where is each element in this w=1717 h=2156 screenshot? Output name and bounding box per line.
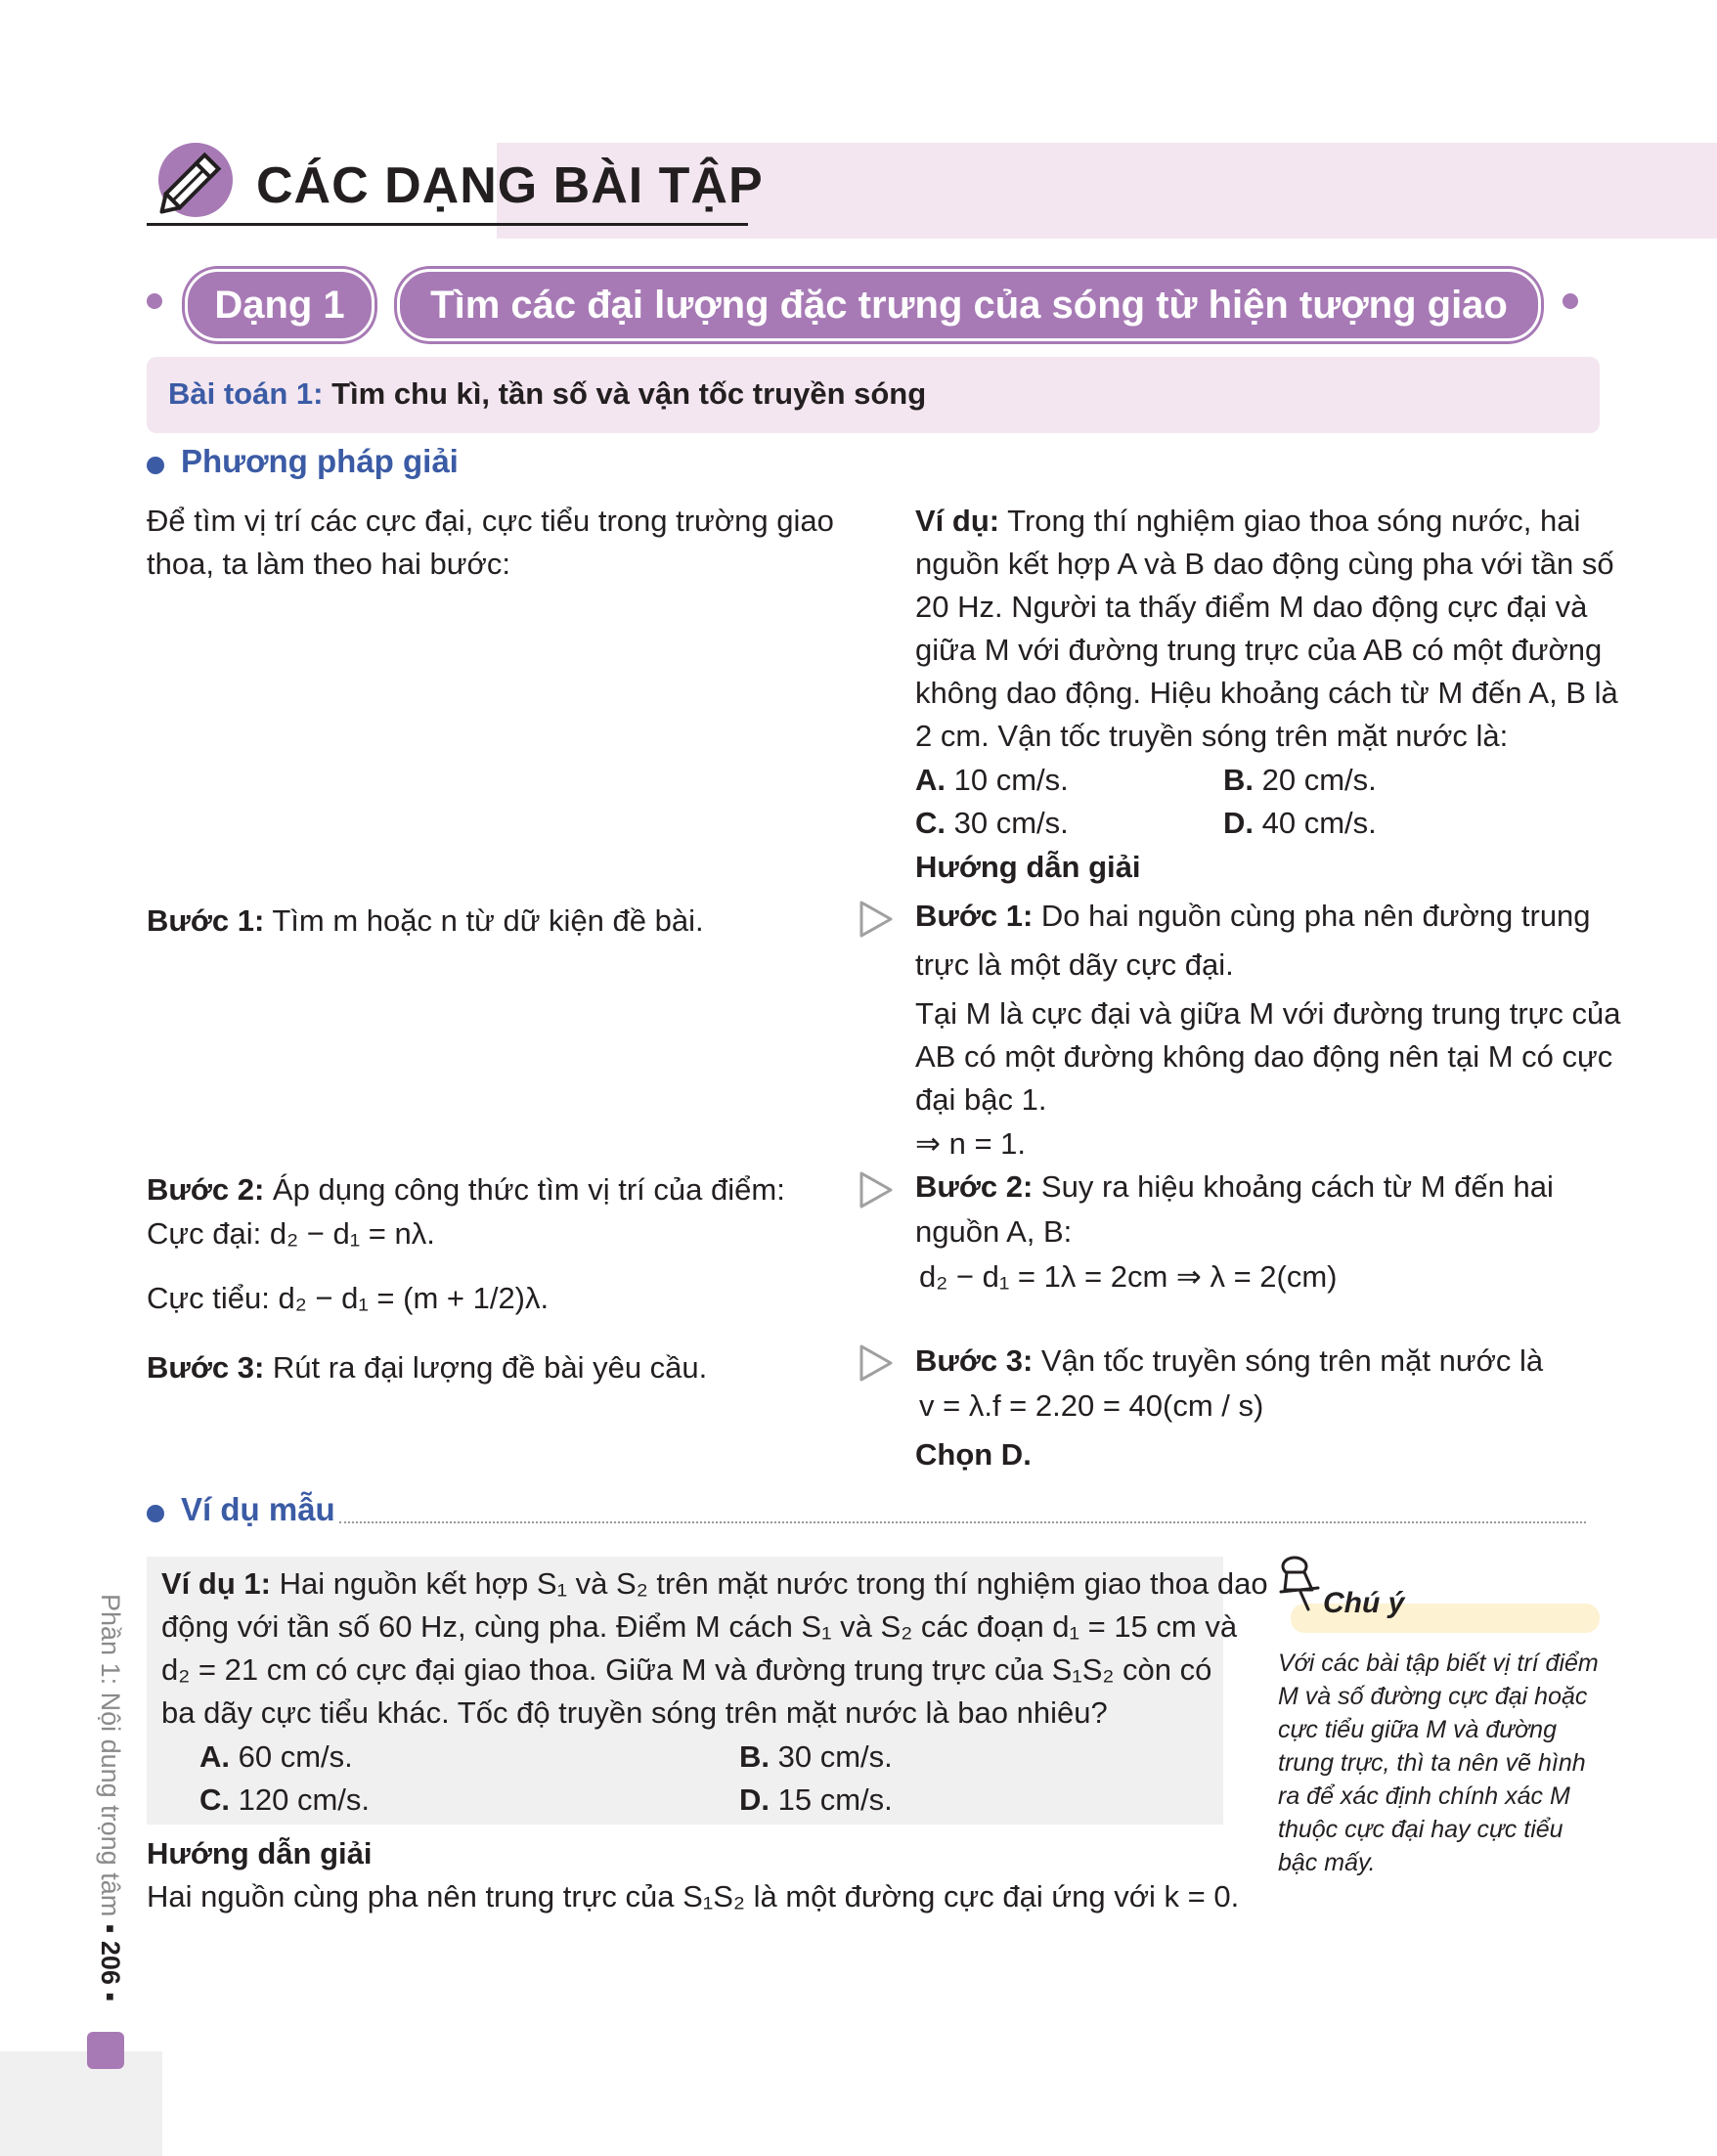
sample-q-line-2: động với tần số 60 Hz, cùng pha. Điểm M cách S₁ và S₂ các đoạn d₁ = 15 cm và	[161, 1609, 1238, 1644]
example-option-a	[915, 759, 1069, 802]
sample-option-a	[199, 1736, 353, 1779]
max-formula-line	[147, 1212, 435, 1255]
solution-step2-line2: nguồn A, B:	[915, 1214, 1073, 1249]
step-arrow-icon	[858, 900, 894, 944]
pencil-icon	[147, 133, 241, 232]
s2-text-1: Suy ra hiệu khoảng cách từ M đến hai	[1040, 1169, 1554, 1204]
example-option-d	[1223, 802, 1377, 845]
option-c-text: 30 cm/s.	[953, 806, 1069, 840]
sample-solution-heading: Hướng dẫn giải	[147, 1836, 373, 1870]
bullet	[147, 457, 164, 474]
step3-text: Rút ra đại lượng đề bài yêu cầu.	[272, 1350, 708, 1385]
solution-step2-line1	[915, 1166, 1554, 1209]
section-title: CÁC DẠNG BÀI TẬP	[256, 157, 764, 214]
page-marker	[87, 2032, 124, 2069]
note-line-4: trung trực, thì ta nên vẽ hình	[1278, 1749, 1586, 1777]
sample-option-d-label: D.	[739, 1782, 770, 1817]
solution-step1-line1	[915, 895, 1600, 938]
note-line-5: ra để xác định chính xác M	[1278, 1782, 1570, 1810]
solution-step1-line3: Tại M là cực đại và giữa M với đường trung trực của	[915, 996, 1621, 1031]
option-b-label: B.	[1223, 763, 1254, 797]
sample-q-line-3: d₂ = 21 cm có cực đại giao thoa. Giữa M và đường trung trực của S₁S₂ còn có	[161, 1652, 1212, 1687]
solution-step1-line5: đại bậc 1.	[915, 1082, 1047, 1117]
solution-step3-line1	[915, 1340, 1543, 1383]
title-underline	[147, 223, 748, 226]
method-intro-2: thoa, ta làm theo hai bước:	[147, 547, 510, 581]
sample-q-text-1: Hai nguồn kết hợp S₁ và S₂ trên mặt nước trong thí nghiệm giao thoa dao	[279, 1566, 1268, 1601]
method-step1	[147, 900, 704, 943]
option-a-text: 10 cm/s.	[953, 763, 1069, 797]
sample-option-a-label: A.	[199, 1739, 230, 1774]
sample-option-b-label: B.	[739, 1739, 770, 1774]
step-arrow-icon	[858, 1170, 894, 1214]
note-line-3: cực tiểu giữa M và đường	[1278, 1716, 1557, 1743]
dotted-divider	[339, 1521, 1586, 1523]
example-label: Ví dụ:	[915, 504, 1000, 538]
s3-label: Bước 3:	[915, 1343, 1034, 1378]
note-line-6: thuộc cực đại hay cực tiểu	[1278, 1816, 1563, 1843]
sample-option-a-text: 60 cm/s.	[238, 1739, 353, 1774]
method-step3	[147, 1346, 707, 1389]
example-line-5: không dao động. Hiệu khoảng cách từ M đến A, B là	[915, 676, 1618, 710]
s1-text-1: Do hai nguồn cùng pha nên đường trung	[1040, 899, 1591, 933]
example-line-4: giữa M với đường trung trực của AB có một đường	[915, 633, 1603, 667]
sample-option-c-label: C.	[199, 1782, 230, 1817]
dang-title: Tìm các đại lượng đặc trưng của sóng từ hiện tượng giao	[397, 269, 1541, 341]
dot-right	[1563, 293, 1578, 309]
example-text-1: Trong thí nghiệm giao thoa sóng nước, hai	[1007, 504, 1581, 538]
problem-title: Tìm chu kì, tần số và vận tốc truyền sóng	[331, 376, 927, 411]
note-title: Chú ý	[1323, 1587, 1405, 1619]
step2-text: Áp dụng công thức tìm vị trí của điểm:	[272, 1172, 785, 1207]
sample-option-b-text: 30 cm/s.	[777, 1739, 893, 1774]
max-formula: d₂ − d₁ = nλ.	[269, 1216, 435, 1251]
sample-solution-line-1: Hai nguồn cùng pha nên trung trực của S₁S₂ là một đường cực đại ứng với k = 0.	[147, 1879, 1240, 1914]
option-c-label: C.	[915, 806, 946, 840]
method-heading: Phương pháp giải	[181, 443, 459, 479]
s3-text-1: Vận tốc truyền sóng trên mặt nước là	[1040, 1343, 1544, 1378]
step1-label: Bước 1:	[147, 903, 265, 938]
note-line-1: Với các bài tập biết vị trí điểm	[1278, 1650, 1599, 1677]
s2-label: Bước 2:	[915, 1169, 1034, 1204]
example-line-1	[915, 500, 1580, 543]
dot-left	[147, 293, 162, 309]
page-number: 206	[96, 1940, 125, 1985]
min-formula-line	[147, 1277, 549, 1320]
note-line-7: bậc mấy.	[1278, 1849, 1376, 1876]
sample-option-d-text: 15 cm/s.	[777, 1782, 893, 1817]
sample-q-label: Ví dụ 1:	[161, 1566, 271, 1601]
example-line-3: 20 Hz. Người ta thấy điểm M dao động cực đại và	[915, 590, 1588, 624]
method-step2	[147, 1168, 785, 1211]
option-b-text: 20 cm/s.	[1261, 763, 1377, 797]
step1-text: Tìm m hoặc n từ dữ kiện đề bài.	[272, 903, 704, 938]
example-line-6: 2 cm. Vận tốc truyền sóng trên mặt nước là:	[915, 719, 1509, 753]
example-option-b	[1223, 759, 1377, 802]
sample-option-b	[739, 1736, 893, 1779]
problem-label: Bài toán 1:	[168, 376, 324, 411]
side-footer: Phần 1: Nội dung trọng tâm ▪ 206 ▪	[96, 1594, 125, 2002]
min-formula: d₂ − d₁ = (m + 1/2)λ.	[278, 1281, 550, 1315]
solution-answer: Chọn D.	[915, 1437, 1032, 1472]
step2-label: Bước 2:	[147, 1172, 265, 1207]
solution-step1-line2: trực là một dãy cực đại.	[915, 947, 1234, 982]
example-solution-heading: Hướng dẫn giải	[915, 850, 1141, 884]
step3-label: Bước 3:	[147, 1350, 265, 1385]
sample-q-line-4: ba dãy cực tiểu khác. Tốc độ truyền sóng trên mặt nước là bao nhiêu?	[161, 1695, 1108, 1730]
solution-step1-result: ⇒ n = 1.	[915, 1126, 1027, 1161]
solution-step2-formula: d₂ − d₁ = 1λ = 2cm ⇒ λ = 2(cm)	[919, 1259, 1338, 1294]
option-a-label: A.	[915, 763, 946, 797]
problem-heading	[168, 373, 926, 416]
max-label: Cực đại:	[147, 1216, 262, 1251]
option-d-text: 40 cm/s.	[1261, 806, 1377, 840]
s1-label: Bước 1:	[915, 899, 1034, 933]
sample-q-line-1	[161, 1562, 1268, 1606]
min-label: Cực tiểu:	[147, 1281, 270, 1315]
example-line-2: nguồn kết hợp A và B dao động cùng pha với tần số	[915, 547, 1614, 581]
solution-step3-formula: v = λ.f = 2.20 = 40(cm / s)	[919, 1388, 1264, 1423]
method-intro-1: Để tìm vị trí các cực đại, cực tiểu trong trường giao	[147, 504, 834, 538]
dang-label: Dạng 1	[185, 269, 374, 341]
sample-option-d	[739, 1779, 893, 1822]
side-tab	[0, 2051, 162, 2156]
option-d-label: D.	[1223, 806, 1254, 840]
side-section-text: Phần 1: Nội dung trọng tâm	[96, 1594, 125, 1917]
sample-option-c	[199, 1779, 370, 1822]
step-arrow-icon	[858, 1343, 894, 1387]
bullet	[147, 1505, 164, 1522]
sample-heading: Ví dụ mẫu	[181, 1491, 335, 1527]
solution-step1-line4: AB có một đường không dao động nên tại M có cực	[915, 1039, 1613, 1074]
note-line-2: M và số đường cực đại hoặc	[1278, 1683, 1588, 1710]
sample-option-c-text: 120 cm/s.	[238, 1782, 371, 1817]
pushpin-icon	[1273, 1553, 1324, 1620]
example-option-c	[915, 802, 1069, 845]
